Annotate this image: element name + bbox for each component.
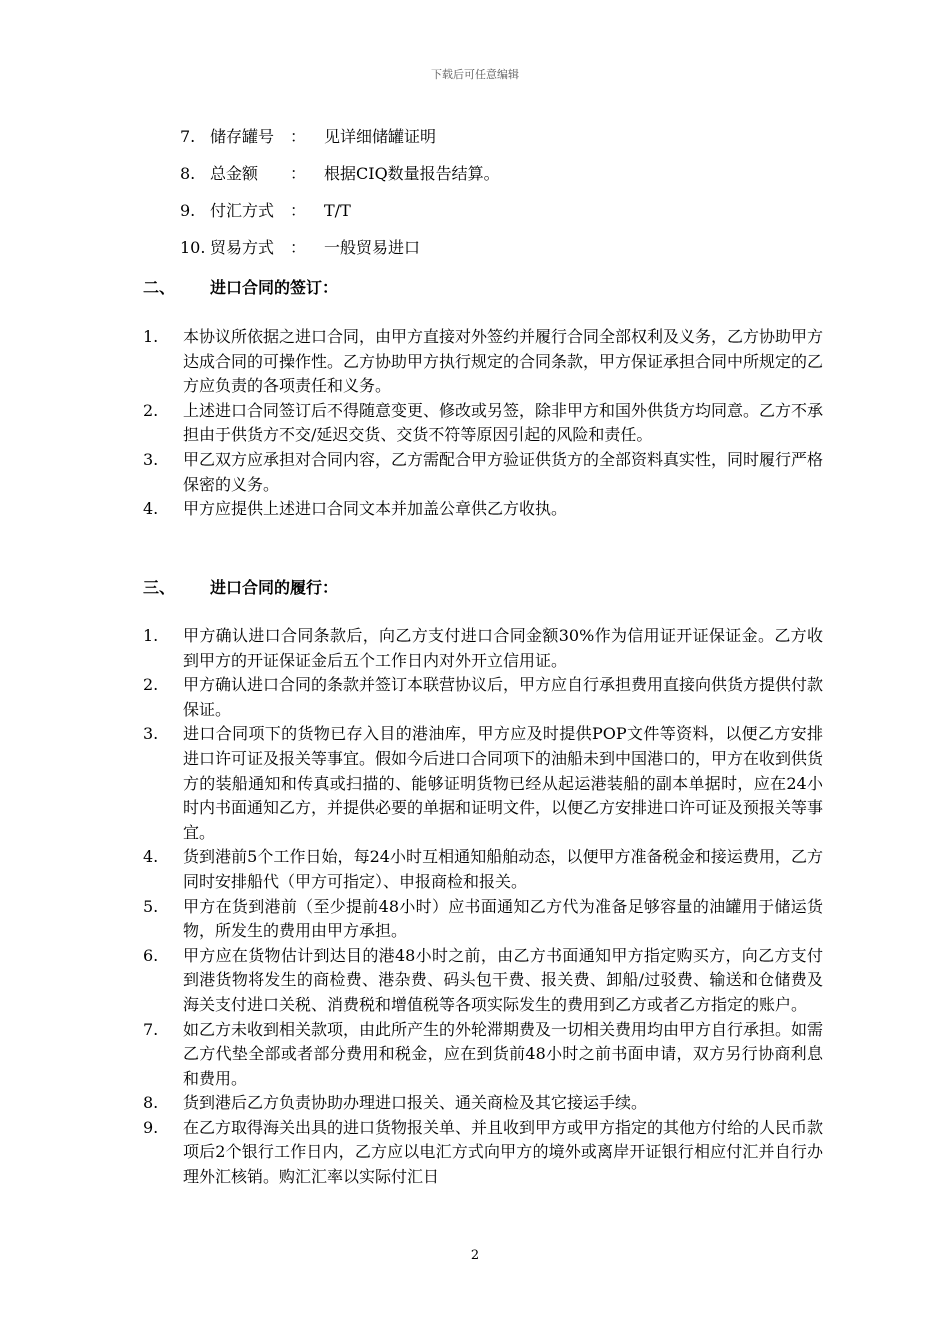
clause-text: 如乙方未收到相关款项，由此所产生的外轮滞期费及一切相关费用均由甲方自行承担。如需乙方代垫全部或者部分费用和税金，应在到货前48小时之前书面申请，双方另行协商利息和费用。 bbox=[183, 1019, 824, 1088]
info-item-value: 见详细储罐证明 bbox=[324, 127, 437, 146]
section-title: 进口合同的履行： bbox=[210, 578, 339, 597]
info-item-payment-method bbox=[180, 192, 820, 229]
info-item-number: 10. bbox=[180, 238, 206, 257]
clause-number: 8. bbox=[143, 1093, 159, 1113]
info-item-colon: ： bbox=[290, 238, 307, 257]
info-item-value: T/T bbox=[324, 201, 351, 220]
performance-clause-list bbox=[143, 624, 823, 1190]
clause-item bbox=[143, 448, 823, 497]
clause-item bbox=[143, 845, 823, 894]
clause-text: 本协议所依据之进口合同，由甲方直接对外签约并履行合同全部权利及义务，乙方协助甲方达成合同的可操作性。乙方协助甲方执行规定的合同条款，甲方保证承担合同中所规定的乙方应负责的各项责任和义务。 bbox=[183, 327, 824, 396]
clause-item bbox=[143, 624, 823, 673]
clause-number: 3. bbox=[143, 724, 159, 744]
page-number: 2 bbox=[470, 1248, 480, 1263]
section-heading-performance bbox=[143, 575, 338, 598]
clause-item bbox=[143, 325, 823, 399]
clause-item bbox=[143, 1116, 823, 1190]
info-item-label: 贸易方式 bbox=[210, 238, 275, 257]
info-item-label: 总金额 bbox=[210, 164, 259, 183]
clause-number: 1. bbox=[143, 626, 159, 645]
clause-item bbox=[143, 722, 823, 845]
clause-number: 9. bbox=[143, 1117, 159, 1137]
clause-item bbox=[143, 673, 823, 722]
clause-number: 5. bbox=[143, 896, 159, 916]
info-item-value: 一般贸易进口 bbox=[324, 238, 421, 257]
info-item-colon: ： bbox=[290, 164, 307, 183]
clause-item bbox=[143, 895, 823, 944]
info-item-label: 付汇方式 bbox=[210, 201, 275, 220]
clause-number: 3. bbox=[143, 449, 159, 469]
clause-text: 上述进口合同签订后不得随意变更、修改或另签，除非甲方和国外供货方均同意。乙方不承担由于供货方不交/延迟交货、交货不符等原因引起的风险和责任。 bbox=[183, 400, 824, 445]
clause-item bbox=[143, 1091, 823, 1116]
clause-number: 1. bbox=[143, 327, 159, 346]
info-item-number: 9. bbox=[180, 201, 196, 220]
clause-item bbox=[143, 1018, 823, 1092]
section-number: 三、 bbox=[143, 578, 176, 597]
clause-number: 7. bbox=[143, 1019, 159, 1039]
clause-text: 进口合同项下的货物已存入目的港油库，甲方应及时提供POP文件等资料，以便乙方安排进口许可证及报关等事宜。假如今后进口合同项下的油船未到中国港口的，甲方在收到供货方的装船通知和传真或扫描的、能够证明货物已经从起运港装船的副本单据时，应在24小时内书面通知乙方，并提供必要的单据和证明文件，以便乙方安排进口许可证及预报关等事宜。 bbox=[183, 724, 824, 842]
contract-info-list bbox=[180, 118, 820, 266]
clause-text: 甲方确认进口合同的条款并签订本联营协议后，甲方应自行承担费用直接向供货方提供付款保证。 bbox=[183, 675, 824, 719]
clause-number: 4. bbox=[143, 499, 159, 519]
signing-clause-list bbox=[143, 325, 823, 522]
clause-item bbox=[143, 399, 823, 448]
clause-number: 2. bbox=[143, 675, 159, 695]
page-header: 下载后可任意编辑 bbox=[431, 68, 519, 81]
info-item-number: 7. bbox=[180, 127, 196, 146]
info-item-colon: ： bbox=[290, 127, 307, 146]
clause-text: 在乙方取得海关出具的进口货物报关单、并且收到甲方或甲方指定的其他方付给的人民币款项后2个银行工作日内，乙方应以电汇方式向甲方的境外或离岸开证银行相应付汇并自行办理外汇核销。购汇汇率以实际付汇日 bbox=[183, 1117, 824, 1187]
section-title: 进口合同的签订： bbox=[210, 278, 339, 297]
clause-text: 甲乙双方应承担对合同内容，乙方需配合甲方验证供货方的全部资料真实性，同时履行严格保密的义务。 bbox=[183, 449, 824, 494]
info-item-tank-number bbox=[180, 118, 820, 155]
clause-number: 6. bbox=[143, 945, 159, 965]
clause-text: 货到港前5个工作日始，每24小时互相通知船舶动态，以便甲方准备税金和接运费用，乙方同时安排船代（甲方可指定）、申报商检和报关。 bbox=[183, 847, 823, 891]
clause-text: 甲方应提供上述进口合同文本并加盖公章供乙方收执。 bbox=[183, 499, 568, 519]
section-heading-signing bbox=[143, 275, 338, 298]
clause-number: 4. bbox=[143, 847, 159, 867]
clause-item bbox=[143, 944, 823, 1018]
info-item-trade-mode bbox=[180, 229, 820, 266]
clause-item bbox=[143, 497, 823, 522]
info-item-label: 储存罐号 bbox=[210, 127, 275, 146]
clause-text: 甲方确认进口合同条款后，向乙方支付进口合同金额30%作为信用证开证保证金。乙方收到甲方的开证保证金后五个工作日内对外开立信用证。 bbox=[183, 626, 823, 670]
clause-text: 甲方在货到港前（至少提前48小时）应书面通知乙方代为准备足够容量的油罐用于储运货物，所发生的费用由甲方承担。 bbox=[183, 896, 823, 941]
clause-number: 2. bbox=[143, 400, 159, 420]
info-item-number: 8. bbox=[180, 164, 196, 183]
info-item-value: 根据CIQ数量报告结算。 bbox=[324, 164, 500, 183]
clause-text: 甲方应在货物估计到达目的港48小时之前，由乙方书面通知甲方指定购买方，向乙方支付到港货物将发生的商检费、港杂费、码头包干费、报关费、卸船/过驳费、输送和仓储费及海关支付进口关税、消费税和增值税等各项实际发生的费用到乙方或者乙方指定的账户。 bbox=[183, 945, 823, 1014]
clause-text: 货到港后乙方负责协助办理进口报关、通关商检及其它接运手续。 bbox=[183, 1093, 648, 1113]
info-item-colon: ： bbox=[290, 201, 307, 220]
section-number: 二、 bbox=[143, 278, 176, 297]
info-item-total-amount bbox=[180, 155, 820, 192]
